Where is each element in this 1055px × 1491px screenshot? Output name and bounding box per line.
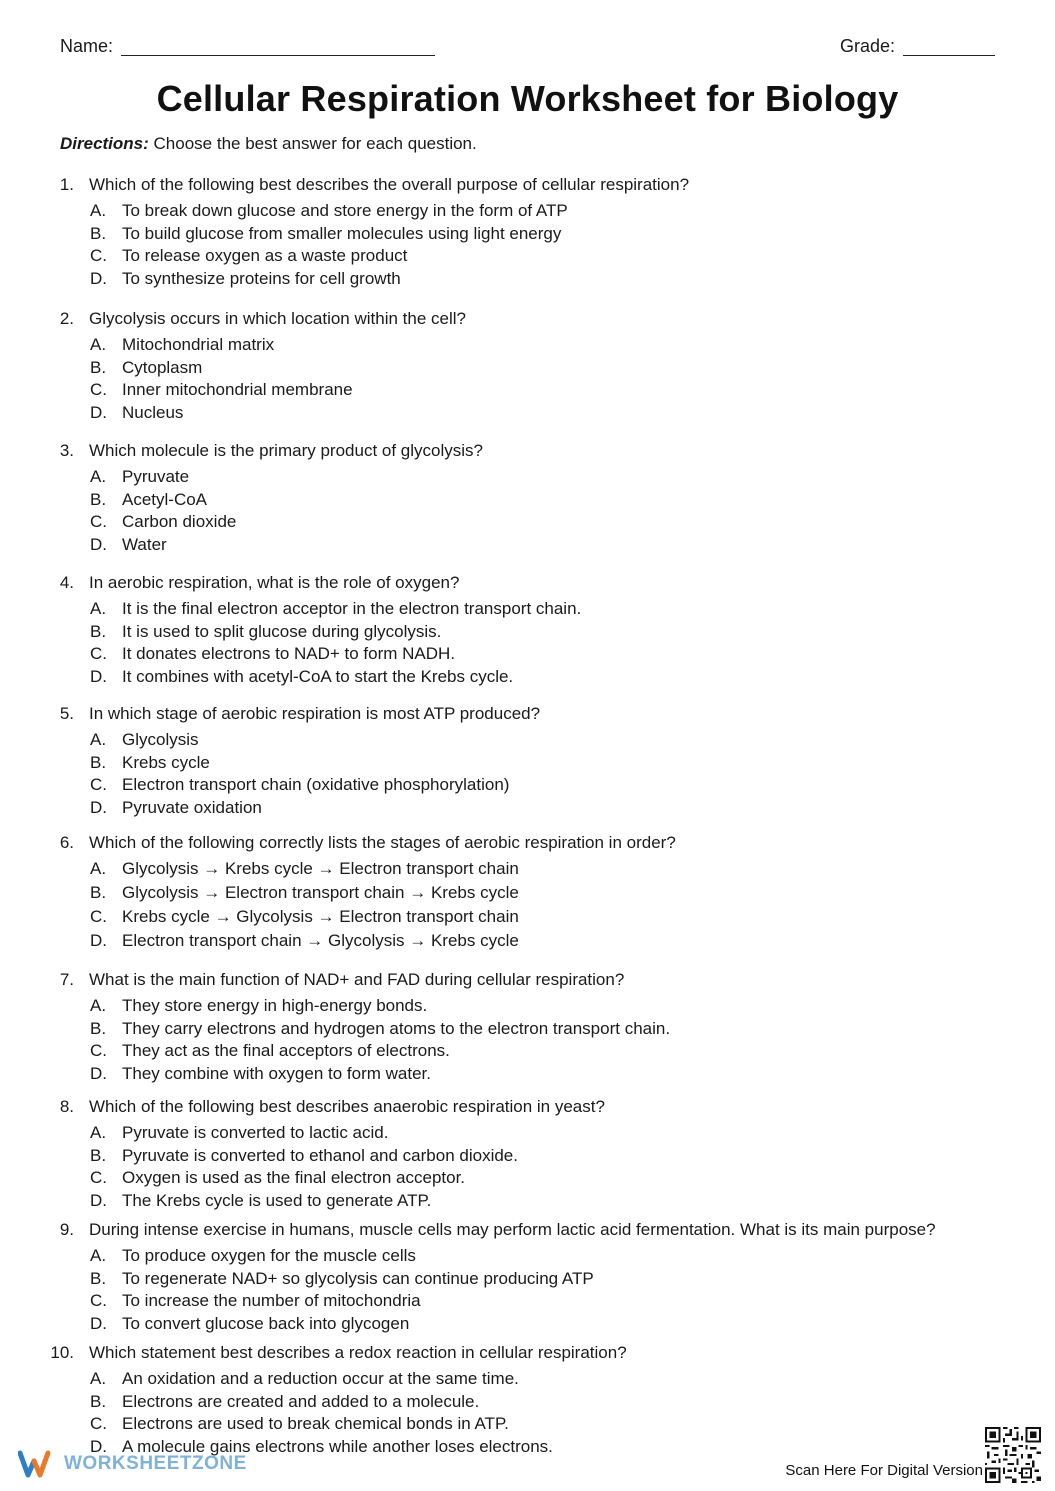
option-text: They act as the final acceptors of electrons. <box>122 1041 450 1060</box>
option-letter: B. <box>90 883 107 902</box>
option-text: A molecule gains electrons while another loses electrons. <box>122 1437 553 1456</box>
question-text: What is the main function of NAD+ and FAD during cellular respiration? <box>89 970 625 989</box>
option-letter: B. <box>90 622 107 641</box>
option-letter: C. <box>90 246 107 265</box>
option-text: Pyruvate is converted to ethanol and carbon dioxide. <box>122 1146 518 1165</box>
option-text: It is used to split glucose during glycolysis. <box>122 622 442 641</box>
option-text: It donates electrons to NAD+ to form NADH. <box>122 644 456 663</box>
option-letter: D. <box>90 1314 107 1333</box>
question-text: In aerobic respiration, what is the role of oxygen? <box>89 573 460 592</box>
option-letter: A. <box>90 1123 107 1142</box>
option-text: They combine with oxygen to form water. <box>122 1064 431 1083</box>
question-text: Glycolysis occurs in which location within the cell? <box>89 309 466 328</box>
option-text: Electrons are created and added to a molecule. <box>122 1392 480 1411</box>
logo-text: WORKSHEETZONE <box>64 1453 247 1474</box>
option-text: Acetyl-CoA <box>122 490 208 509</box>
question-number: 4. <box>59 573 74 592</box>
directions <box>60 134 477 154</box>
option-letter: B. <box>90 1019 107 1038</box>
option-letter: A. <box>90 859 107 878</box>
option-letter: C. <box>90 1168 107 1187</box>
directions-text: Choose the best answer for each question. <box>153 134 477 153</box>
option-text: To regenerate NAD+ so glycolysis can continue producing ATP <box>122 1269 594 1288</box>
option-letter: B. <box>90 1269 107 1288</box>
question-text: Which statement best describes a redox reaction in cellular respiration? <box>89 1343 627 1362</box>
question-number: 7. <box>59 970 74 989</box>
option-text: Inner mitochondrial membrane <box>122 380 353 399</box>
grade-blank-line[interactable] <box>903 55 995 56</box>
question-number: 10. <box>50 1343 74 1362</box>
option-text: Water <box>122 535 167 554</box>
option-letter: A. <box>90 1369 107 1388</box>
name-blank-line[interactable] <box>121 55 435 56</box>
header-row <box>60 36 995 66</box>
question-number: 1. <box>59 175 74 194</box>
option-text: Krebs cycle → Glycolysis → Electron transport chain <box>122 907 519 926</box>
option-text: Glycolysis <box>122 730 199 749</box>
option-letter: A. <box>90 996 107 1015</box>
option-text: The Krebs cycle is used to generate ATP. <box>122 1191 432 1210</box>
question-text: Which of the following best describes anaerobic respiration in yeast? <box>89 1097 605 1116</box>
option-letter: A. <box>90 335 107 354</box>
option-text: Glycolysis → Krebs cycle → Electron transport chain <box>122 859 519 878</box>
name-label: Name: <box>60 36 114 56</box>
option-text: They store energy in high-energy bonds. <box>122 996 428 1015</box>
option-letter: C. <box>90 907 107 926</box>
option-letter: B. <box>90 1146 107 1165</box>
option-text: It is the final electron acceptor in the electron transport chain. <box>122 599 582 618</box>
option-letter: C. <box>90 1291 107 1310</box>
option-text: Carbon dioxide <box>122 512 237 531</box>
question-number: 2. <box>59 309 74 328</box>
option-letter: B. <box>90 1392 107 1411</box>
option-letter: A. <box>90 730 107 749</box>
option-text: Krebs cycle <box>122 753 210 772</box>
option-text: They carry electrons and hydrogen atoms to the electron transport chain. <box>122 1019 671 1038</box>
option-letter: C. <box>90 1041 107 1060</box>
question-text: Which molecule is the primary product of glycolysis? <box>89 441 483 460</box>
option-letter: C. <box>90 644 107 663</box>
option-text: To increase the number of mitochondria <box>122 1291 421 1310</box>
option-letter: D. <box>90 931 107 950</box>
option-letter: A. <box>90 201 107 220</box>
option-letter: C. <box>90 380 107 399</box>
option-letter: D. <box>90 667 107 686</box>
option-letter: D. <box>90 1191 107 1210</box>
option-text: Electrons are used to break chemical bonds in ATP. <box>122 1414 509 1433</box>
directions-label: Directions: <box>60 134 149 153</box>
option-text: To build glucose from smaller molecules using light energy <box>122 224 562 243</box>
option-letter: D. <box>90 535 107 554</box>
option-text: It combines with acetyl-CoA to start the Krebs cycle. <box>122 667 514 686</box>
option-letter: D. <box>90 403 107 422</box>
option-letter: C. <box>90 1414 107 1433</box>
question-number: 8. <box>59 1097 74 1116</box>
option-letter: A. <box>90 1246 107 1265</box>
option-text: To break down glucose and store energy in the form of ATP <box>122 201 568 220</box>
question-text: Which of the following best describes the overall purpose of cellular respiration? <box>89 175 690 194</box>
option-text: Cytoplasm <box>122 358 203 377</box>
option-letter: B. <box>90 753 107 772</box>
worksheet-title: Cellular Respiration Worksheet for Biology <box>156 78 899 119</box>
question-text: During intense exercise in humans, muscle cells may perform lactic acid fermentation. What is its main purpose? <box>89 1220 936 1239</box>
option-text: Glycolysis → Electron transport chain → Krebs cycle <box>122 883 519 902</box>
option-letter: D. <box>90 269 107 288</box>
option-text: Pyruvate oxidation <box>122 798 262 817</box>
logo-w-icon <box>18 1449 58 1479</box>
question-number: 5. <box>59 704 74 723</box>
option-text: Pyruvate <box>122 467 190 486</box>
option-letter: C. <box>90 775 107 794</box>
option-letter: B. <box>90 490 107 509</box>
option-text: Electron transport chain → Glycolysis → Krebs cycle <box>122 931 519 950</box>
option-text: To release oxygen as a waste product <box>122 246 408 265</box>
option-text: An oxidation and a reduction occur at the same time. <box>122 1369 519 1388</box>
option-letter: B. <box>90 358 107 377</box>
option-text: To produce oxygen for the muscle cells <box>122 1246 416 1265</box>
scan-caption: Scan Here For Digital Version <box>785 1462 983 1479</box>
option-text: Nucleus <box>122 403 184 422</box>
question-number: 9. <box>59 1220 74 1239</box>
option-letter: A. <box>90 467 107 486</box>
option-text: Oxygen is used as the final electron acceptor. <box>122 1168 466 1187</box>
option-letter: D. <box>90 1064 107 1083</box>
question-number: 6. <box>59 833 74 852</box>
option-text: Pyruvate is converted to lactic acid. <box>122 1123 389 1142</box>
question-text: In which stage of aerobic respiration is most ATP produced? <box>89 704 541 723</box>
grade-field <box>840 36 995 57</box>
option-text: To convert glucose back into glycogen <box>122 1314 410 1333</box>
option-letter: B. <box>90 224 107 243</box>
name-field <box>60 36 435 57</box>
option-letter: D. <box>90 1437 107 1456</box>
question-text: Which of the following correctly lists the stages of aerobic respiration in order? <box>89 833 676 852</box>
option-letter: C. <box>90 512 107 531</box>
qr-code-icon[interactable] <box>985 1427 1041 1483</box>
option-text: To synthesize proteins for cell growth <box>122 269 401 288</box>
option-text: Electron transport chain (oxidative phosphorylation) <box>122 775 510 794</box>
grade-label: Grade: <box>839 36 895 56</box>
option-letter: A. <box>90 599 107 618</box>
option-letter: D. <box>90 798 107 817</box>
question-number: 3. <box>59 441 74 460</box>
option-text: Mitochondrial matrix <box>122 335 275 354</box>
